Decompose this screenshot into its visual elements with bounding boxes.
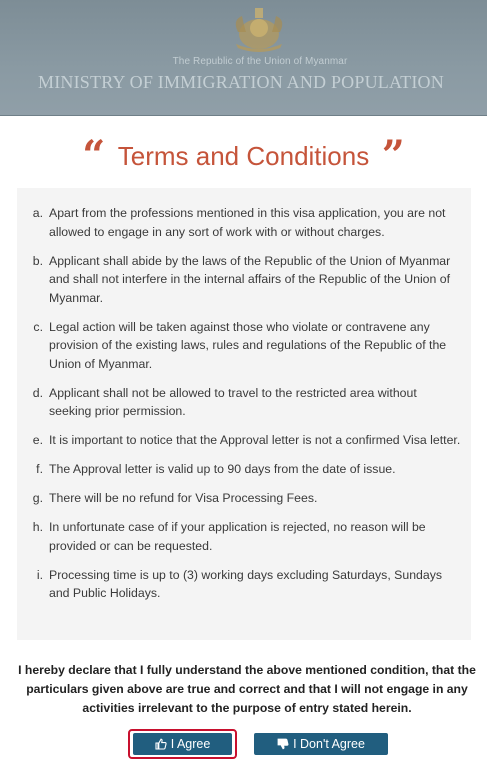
terms-list-item	[17, 518, 471, 555]
terms-item-marker: b.	[32, 253, 43, 268]
terms-list-item	[17, 252, 471, 308]
terms-item-text: There will be no refund for Visa Processing Fees.	[49, 491, 318, 505]
open-quote-icon: “	[82, 138, 106, 174]
terms-list-item	[17, 489, 471, 508]
thumbs-down-icon	[277, 738, 289, 750]
disagree-button-label: I Don't Agree	[293, 737, 365, 751]
terms-item-text: The Approval letter is valid up to 90 days from the date of issue.	[49, 462, 396, 476]
terms-item-marker: a.	[32, 206, 43, 220]
close-quote-icon: ”	[381, 138, 405, 174]
terms-list-item	[17, 384, 471, 421]
terms-list-item	[17, 318, 471, 374]
terms-item-text: Processing time is up to (3) working days excluding Saturdays, Sundays and Public Holidays.	[49, 567, 443, 600]
state-emblem-icon	[226, 4, 292, 54]
terms-item-text: It is important to notice that the Approval letter is not a confirmed Visa letter.	[49, 433, 461, 447]
page-title: Terms and Conditions	[117, 141, 370, 171]
terms-item-text: Apart from the professions mentioned in this visa application, you are not allowed to engage in any sort of work with or without charges.	[49, 206, 446, 239]
terms-list-item	[17, 566, 471, 603]
terms-list-item	[17, 431, 471, 450]
terms-item-marker: i.	[36, 567, 43, 582]
terms-list-item	[17, 460, 471, 479]
terms-list	[17, 188, 471, 603]
terms-item-text: Applicant shall not be allowed to travel to the restricted area without seeking prior permission.	[49, 385, 417, 418]
agree-button[interactable]	[133, 733, 232, 755]
terms-item-marker: c.	[33, 319, 43, 334]
disagree-button[interactable]	[254, 733, 388, 755]
site-header	[0, 0, 487, 116]
terms-box	[17, 188, 471, 640]
agree-button-label: I Agree	[170, 737, 211, 751]
terms-item-text: Legal action will be taken against those who violate or contravene any provision of the existing laws, rules and regulations of the Republic of the Union of Myanmar.	[49, 319, 447, 371]
terms-item-marker: f.	[36, 462, 43, 476]
thumbs-up-icon	[155, 738, 167, 750]
ministry-name: MINISTRY OF IMMIGRATION AND POPULATION	[38, 72, 444, 92]
terms-item-text: In unfortunate case of if your application is rejected, no reason will be provided or can be requested.	[49, 520, 426, 553]
terms-item-marker: e.	[32, 433, 43, 447]
declaration-text: I hereby declare that I fully understand the above mentioned condition, that the particulars given above are true and correct and that I will not engage in any activities irrelevant to the purpose of entry stated herein.	[18, 663, 476, 715]
terms-item-marker: h.	[32, 520, 43, 534]
terms-item-marker: d.	[32, 385, 43, 400]
terms-item-marker: g.	[32, 491, 43, 505]
terms-item-text: Applicant shall abide by the laws of the Republic of the Union of Myanmar and shall not interfere in the internal affairs of the Republic of the Union of Myanmar.	[49, 253, 451, 305]
republic-name: The Republic of the Union of Myanmar	[172, 56, 348, 67]
agree-button-focus-ring	[128, 729, 237, 759]
terms-list-item	[17, 204, 471, 241]
page-title-row	[0, 138, 487, 174]
